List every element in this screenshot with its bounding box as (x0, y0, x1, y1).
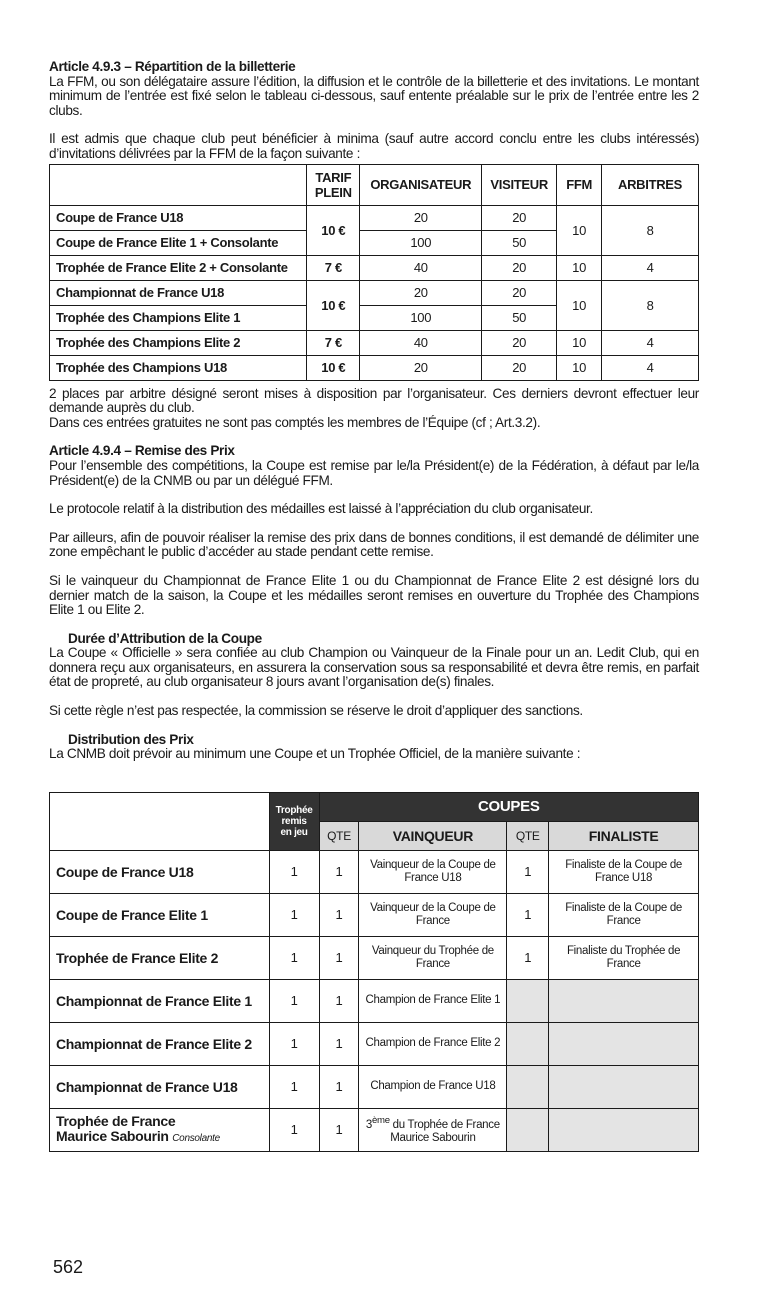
coupes-header-row (50, 792, 699, 821)
header-trophee-remis (269, 792, 319, 850)
coupes-table-corner (50, 792, 270, 850)
article-4-9-3-paragraph-1: La FFM, ou son délégataire assure l’édition, la diffusion et le contrôle de la billetterie et des invitations. Le montant minimum de l’entrée est fixé selon le tableau ci-dessous, sauf entente préalable sur le prix de l’entrée entre les 2 clubs. (49, 73, 699, 118)
tarif-table-header-row (50, 164, 699, 205)
row-label-line: Maurice Sabourin (56, 1127, 169, 1144)
trophee-cell: 1 (269, 893, 319, 936)
finaliste-cell (549, 1065, 699, 1108)
qte-finaliste-cell: 1 (507, 936, 549, 979)
visiteur-cell: 20 (482, 255, 557, 280)
qte-vainqueur-cell: 1 (319, 893, 359, 936)
trophee-cell: 1 (269, 1022, 319, 1065)
trophee-cell: 1 (269, 850, 319, 893)
ffm-cell: 10 (557, 355, 602, 380)
qte-vainqueur-cell: 1 (319, 979, 359, 1022)
row-label: Trophée des Champions Elite 2 (50, 330, 307, 355)
visiteur-cell: 20 (482, 330, 557, 355)
row-label-line: Trophée de France (56, 1112, 176, 1129)
table-row (50, 1108, 699, 1151)
organisateur-cell: 20 (360, 355, 482, 380)
header-arbitres: ARBITRES (602, 164, 699, 205)
table-row (50, 1065, 699, 1108)
article-4-9-4-paragraph-3: Par ailleurs, afin de pouvoir réaliser la remise des prix dans de bonnes conditions, il est demandé de délimiter une zone empêchant le public d’accéder au stade pendant cette remise. (49, 529, 699, 560)
qte-vainqueur-cell: 1 (319, 936, 359, 979)
arbitres-cell: 4 (602, 355, 699, 380)
header-coupes: COUPES (319, 792, 698, 821)
organisateur-cell: 20 (360, 280, 482, 305)
tarif-cell: 10 € (307, 280, 360, 330)
visiteur-cell: 20 (482, 280, 557, 305)
table-row (50, 1022, 699, 1065)
table-row (50, 330, 699, 355)
table-row (50, 280, 699, 305)
vainqueur-cell: Vainqueur de la Coupe de France (359, 893, 507, 936)
qte-finaliste-cell (507, 979, 549, 1022)
vainqueur-text: du Trophée de France Maurice Sabourin (389, 1119, 500, 1145)
table-row (50, 979, 699, 1022)
article-4-9-4-paragraph-7: La CNMB doit prévoir au minimum une Coupe et un Trophée Officiel, de la manière suivante : (49, 746, 581, 762)
trophee-head-line: en jeu (280, 826, 308, 838)
organisateur-cell: 100 (360, 305, 482, 330)
distribution-prix-title: Distribution des Prix (68, 731, 194, 747)
row-label: Trophée de France Elite 2 (50, 936, 270, 979)
arbitres-cell: 8 (602, 280, 699, 330)
article-4-9-4-paragraph-1: Pour l’ensemble des compétitions, la Coupe est remise par le/la Président(e) de la Fédération, à défaut par le/la Président(e) de la CNMB ou par un délégué FFM. (49, 457, 699, 488)
consolante-label: Consolante (172, 1132, 220, 1144)
organisateur-cell: 100 (360, 230, 482, 255)
row-label: Coupe de France Elite 1 + Consolante (50, 230, 307, 255)
qte-vainqueur-cell: 1 (319, 1108, 359, 1151)
row-label: Trophée des Champions U18 (50, 355, 307, 380)
trophee-cell: 1 (269, 1065, 319, 1108)
arbitres-cell: 4 (602, 330, 699, 355)
row-label: Coupe de France Elite 1 (50, 893, 270, 936)
article-4-9-3-title: Article 4.9.3 – Répartition de la billetterie (49, 59, 296, 74)
tarif-cell: 7 € (307, 255, 360, 280)
organisateur-cell: 20 (360, 205, 482, 230)
article-4-9-4-paragraph-6: Si cette règle n’est pas respectée, la commission se réserve le droit d’appliquer des sanctions. (49, 703, 583, 719)
finaliste-cell (549, 1108, 699, 1151)
header-tarif-plein: TARIF PLEIN (307, 164, 360, 205)
qte-vainqueur-cell: 1 (319, 1065, 359, 1108)
article-4-9-4-paragraph-2: Le protocole relatif à la distribution des médailles est laissé à l’appréciation du club organisateur. (49, 501, 593, 517)
qte-finaliste-cell (507, 1022, 549, 1065)
page-number: 562 (53, 1257, 84, 1277)
table-row (50, 850, 699, 893)
visiteur-cell: 50 (482, 305, 557, 330)
qte-finaliste-cell (507, 1108, 549, 1151)
vainqueur-cell (359, 1108, 507, 1151)
page-content (49, 60, 699, 1152)
header-visiteur: VISITEUR (482, 164, 557, 205)
qte-vainqueur-cell: 1 (319, 850, 359, 893)
duree-attribution-title: Durée d’Attribution de la Coupe (68, 630, 262, 646)
arbitres-places-paragraph: 2 places par arbitre désigné seront mises à disposition par l’organisateur. Ces derniers devront effectuer leur demande auprès du club. (49, 385, 699, 416)
vainqueur-cell: Vainqueur du Trophée de France (359, 936, 507, 979)
trophee-cell: 1 (269, 979, 319, 1022)
arbitres-cell: 8 (602, 205, 699, 255)
header-organisateur: ORGANISATEUR (360, 164, 482, 205)
visiteur-cell: 20 (482, 205, 557, 230)
article-4-9-4-title: Article 4.9.4 – Remise des Prix (49, 443, 235, 459)
visiteur-cell: 20 (482, 355, 557, 380)
ffm-cell: 10 (557, 205, 602, 255)
trophee-cell: 1 (269, 936, 319, 979)
row-label: Trophée des Champions Elite 1 (50, 305, 307, 330)
tarif-cell: 10 € (307, 355, 360, 380)
vainqueur-cell: Vainqueur de la Coupe de France U18 (359, 850, 507, 893)
trophee-head-line: Trophée (275, 804, 313, 816)
tarif-table (49, 164, 699, 381)
vainqueur-cell: Champion de France Elite 1 (359, 979, 507, 1022)
qte-vainqueur-cell: 1 (319, 1022, 359, 1065)
qte-finaliste-cell: 1 (507, 850, 549, 893)
entrees-gratuites-paragraph: Dans ces entrées gratuites ne sont pas comptés les membres de l’Équipe (cf ; Art.3.2). (49, 414, 541, 430)
organisateur-cell: 40 (360, 255, 482, 280)
row-label: Coupe de France U18 (50, 850, 270, 893)
header-qte-vainqueur: QTE (319, 821, 359, 850)
ffm-cell: 10 (557, 280, 602, 330)
finaliste-cell: Finaliste du Trophée de France (549, 936, 699, 979)
trophee-head-line: remis (281, 815, 307, 827)
row-label: Championnat de France Elite 1 (50, 979, 270, 1022)
arbitres-cell: 4 (602, 255, 699, 280)
tarif-cell: 7 € (307, 330, 360, 355)
row-label: Championnat de France U18 (50, 1065, 270, 1108)
header-ffm: FFM (557, 164, 602, 205)
finaliste-cell: Finaliste de la Coupe de France U18 (549, 850, 699, 893)
header-qte-finaliste: QTE (507, 821, 549, 850)
coupes-table (49, 792, 699, 1152)
article-4-9-4-paragraph-4: Si le vainqueur du Championnat de France Elite 1 ou du Championnat de France Elite 2 est désigné lors du dernier match de la saison, la Coupe et les médailles seront remises en ouverture du Trophée des Champions Elite 1 ou Elite 2. (49, 572, 699, 618)
organisateur-cell: 40 (360, 330, 482, 355)
article-4-9-4-paragraph-5: La Coupe « Officielle » sera confiée au club Champion ou Vainqueur de la Finale pour un an. Ledit Club, qui en donnera reçu aux organisateurs, en assurera la conservation sous sa responsabilité et devra être remis, en parfait état de propreté, au club organisateur 8 jours avant l’organisation de(s) finales. (49, 645, 699, 690)
header-vainqueur: VAINQUEUR (359, 821, 507, 850)
article-4-9-3-paragraph-2: Il est admis que chaque club peut bénéficier à minima (sauf autre accord conclu entre les clubs intéressés) d’invitations délivrées par la FFM de la façon suivante : (49, 131, 699, 161)
vainqueur-cell: Champion de France U18 (359, 1065, 507, 1108)
row-label: Trophée de France Elite 2 + Consolante (50, 255, 307, 280)
qte-finaliste-cell (507, 1065, 549, 1108)
header-finaliste: FINALISTE (549, 821, 699, 850)
row-label: Championnat de France U18 (50, 280, 307, 305)
table-row (50, 255, 699, 280)
vainqueur-rank-suffix: ème (372, 1115, 390, 1127)
tarif-cell: 10 € (307, 205, 360, 255)
table-row (50, 205, 699, 230)
finaliste-cell (549, 1022, 699, 1065)
row-label (50, 1108, 270, 1151)
finaliste-cell: Finaliste de la Coupe de France (549, 893, 699, 936)
finaliste-cell (549, 979, 699, 1022)
row-label: Championnat de France Elite 2 (50, 1022, 270, 1065)
visiteur-cell: 50 (482, 230, 557, 255)
vainqueur-cell: Champion de France Elite 2 (359, 1022, 507, 1065)
table-row (50, 936, 699, 979)
trophee-cell: 1 (269, 1108, 319, 1151)
qte-finaliste-cell: 1 (507, 893, 549, 936)
row-label: Coupe de France U18 (50, 205, 307, 230)
table-row (50, 893, 699, 936)
tarif-table-corner (50, 164, 307, 205)
vainqueur-rank: 3 (365, 1119, 373, 1132)
ffm-cell: 10 (557, 255, 602, 280)
ffm-cell: 10 (557, 330, 602, 355)
table-row (50, 355, 699, 380)
